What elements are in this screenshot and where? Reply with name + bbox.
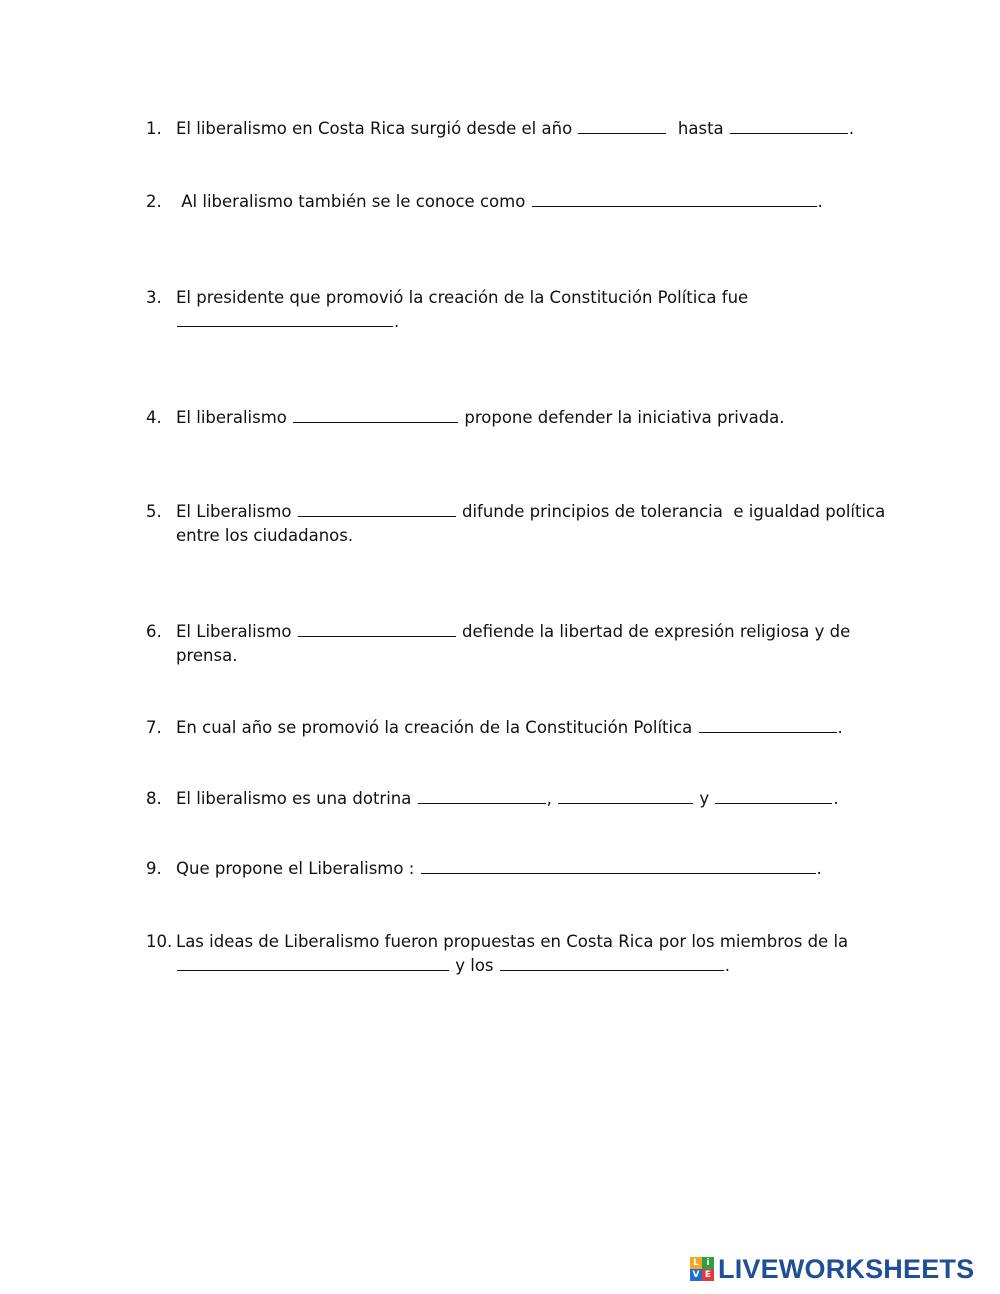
question-line: [176, 954, 730, 978]
answer-blank-1a[interactable]: [578, 117, 666, 134]
question-text: .: [394, 312, 400, 331]
question-line: [176, 930, 848, 954]
question-text: difunde principios de tolerancia e igualdad política: [456, 502, 886, 521]
question-line: [176, 644, 237, 668]
liveworksheets-logo-text: LIVEWORKSHEETS: [718, 1253, 975, 1284]
logo-mark-letter: E: [702, 1269, 714, 1281]
answer-blank-1b[interactable]: [730, 117, 848, 134]
question-line: [176, 190, 823, 214]
question-text: Las ideas de Liberalismo fueron propuestas en Costa Rica por los miembros de la: [176, 932, 849, 951]
answer-blank-2[interactable]: [532, 190, 817, 207]
question-text: .: [817, 192, 823, 211]
question-number: 10.: [146, 932, 173, 951]
question-line: [176, 117, 854, 141]
logo-mark-letter: V: [690, 1269, 702, 1281]
question-text: propone defender la iniciativa privada.: [459, 408, 785, 427]
question-text: El liberalismo: [176, 408, 293, 427]
question-text: Al liberalismo también se le conoce como: [176, 192, 531, 211]
question-text: .: [837, 718, 843, 737]
question-number: 2.: [146, 192, 162, 211]
answer-blank-7[interactable]: [699, 716, 837, 733]
question-text: prensa.: [176, 646, 238, 665]
question-text: El liberalismo es una dotrina: [176, 789, 417, 808]
question-text: .: [724, 956, 731, 975]
question-text: .: [848, 119, 855, 138]
question-line: [176, 500, 885, 524]
question-line: [176, 787, 839, 811]
question-number: 8.: [146, 789, 162, 808]
question-line: [176, 406, 785, 430]
question-text: .: [833, 789, 839, 808]
question-text: El liberalismo en Costa Rica surgió desde el año: [176, 119, 578, 138]
question-number: 9.: [146, 859, 162, 878]
question-number: 7.: [146, 718, 162, 737]
question-text: y los: [450, 956, 499, 975]
question-number: 3.: [146, 288, 162, 307]
question-text: defiende la libertad de expresión religiosa y de: [456, 622, 851, 641]
question-text: En cual año se promovió la creación de la Constitución Política: [176, 718, 698, 737]
question-line: [176, 716, 843, 740]
answer-blank-8c[interactable]: [715, 787, 832, 804]
answer-blank-10a[interactable]: [177, 954, 449, 971]
answer-blank-5[interactable]: [298, 500, 456, 517]
liveworksheets-logo-icon: [690, 1257, 714, 1281]
question-line: [176, 857, 822, 881]
question-line: [176, 620, 850, 644]
logo-mark-letter: L: [690, 1257, 702, 1269]
question-number: 5.: [146, 502, 162, 521]
question-text: hasta: [667, 119, 729, 138]
question-text: El presidente que promovió la creación de la Constitución Política fue: [176, 288, 749, 307]
answer-blank-3[interactable]: [177, 310, 393, 327]
answer-blank-9[interactable]: [421, 857, 816, 874]
answer-blank-8a[interactable]: [418, 787, 546, 804]
answer-blank-4[interactable]: [293, 406, 458, 423]
question-text: Que propone el Liberalismo :: [176, 859, 420, 878]
question-text: .: [816, 859, 822, 878]
answer-blank-10b[interactable]: [500, 954, 724, 971]
question-number: 6.: [146, 622, 162, 641]
question-line: [176, 286, 748, 310]
question-line: [176, 524, 353, 548]
question-number: 4.: [146, 408, 162, 427]
question-text: entre los ciudadanos.: [176, 526, 354, 545]
answer-blank-8b[interactable]: [558, 787, 693, 804]
liveworksheets-logo: [690, 1254, 974, 1284]
question-number: 1.: [146, 119, 162, 138]
question-text: y: [694, 789, 715, 808]
answer-blank-6[interactable]: [298, 620, 456, 637]
question-line: [176, 310, 399, 334]
question-text: ,: [546, 789, 558, 808]
question-text: El Liberalismo: [176, 622, 297, 641]
question-text: El Liberalismo: [176, 502, 297, 521]
logo-mark-letter: i: [702, 1257, 714, 1269]
